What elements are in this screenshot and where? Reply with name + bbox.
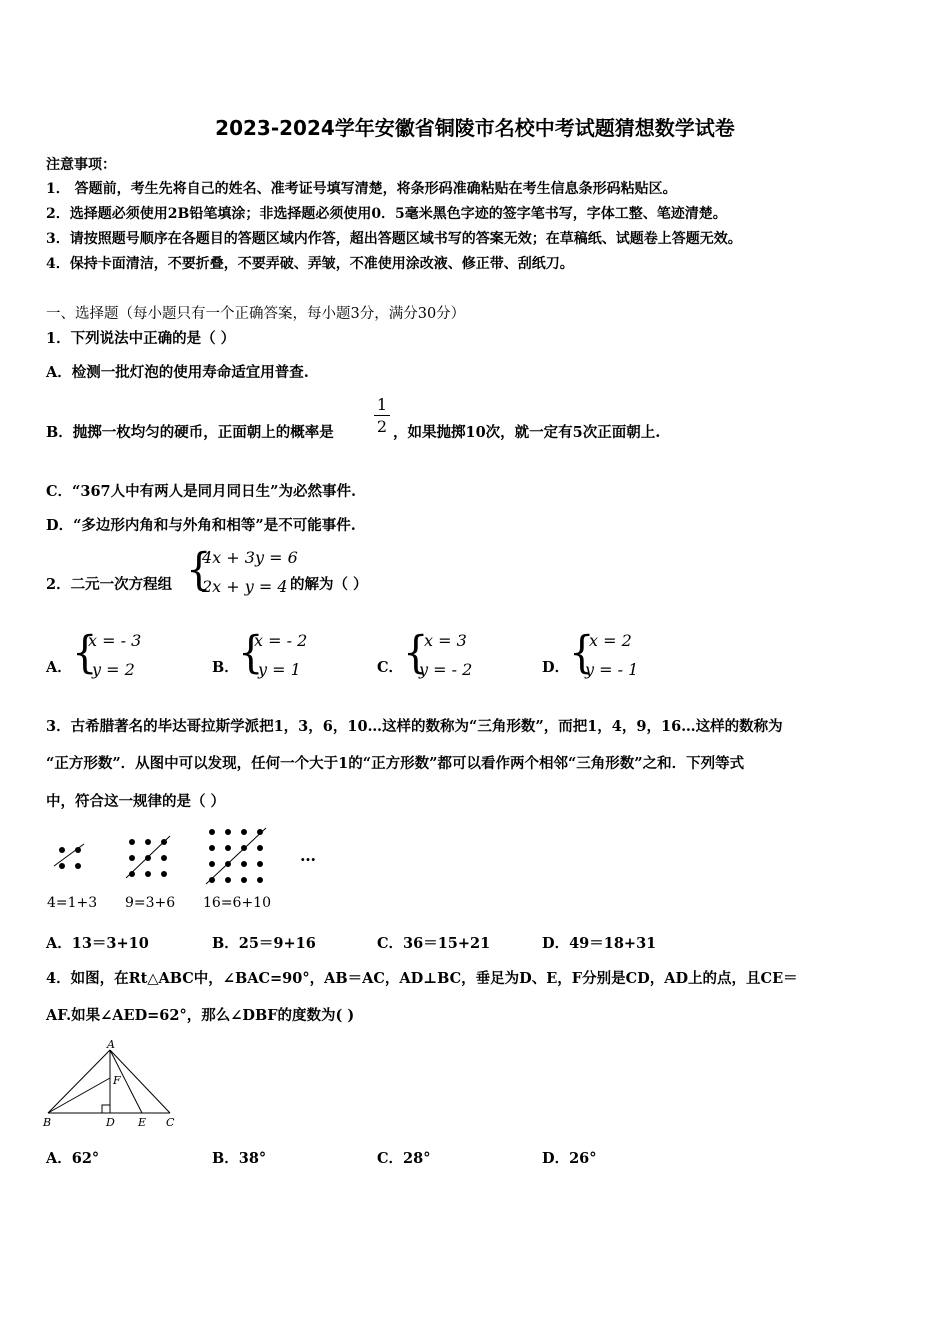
q4-option-d: D．26° bbox=[542, 1150, 597, 1167]
dot-grid-2x2 bbox=[54, 844, 84, 869]
q3-option-b: B．25＝9+16 bbox=[212, 935, 316, 952]
question-1-stem: 1．下列说法中正确的是（ ） bbox=[46, 330, 236, 347]
q3-option-d: D．49＝18+31 bbox=[542, 935, 657, 952]
figure-caption: 9=3+6 bbox=[125, 895, 176, 911]
vertex-label-c: C bbox=[166, 1116, 175, 1129]
question-3-line2: “正方形数”．从图中可以发现，任何一个大于1的“正方形数”都可以看作两个相邻“三角形数”之和．下列等式 bbox=[46, 755, 745, 772]
question-2-stem-pre: 2．二元一次方程组 bbox=[46, 576, 173, 593]
notice-item: 1． 答题前，考生先将自己的姓名、准考证号填写清楚，将条形码准确粘贴在考生信息条形码粘贴区。 bbox=[46, 181, 677, 197]
question-3-line3: 中，符合这一规律的是（ ） bbox=[46, 793, 226, 810]
q2-option-d-line2: y = - 1 bbox=[585, 660, 639, 679]
vertex-label-b: B bbox=[43, 1116, 52, 1129]
square-numbers-figure bbox=[40, 820, 340, 895]
q1-option-b-pre: B．抛掷一枚均匀的硬币，正面朝上的概率是 bbox=[46, 424, 334, 441]
figure-caption: 16=6+10 bbox=[203, 895, 271, 911]
q2-option-a-line2: y = 2 bbox=[92, 660, 135, 679]
q2-option-b-line2: y = 1 bbox=[258, 660, 301, 679]
vertex-label-f: F bbox=[113, 1074, 121, 1087]
q4-option-a: A．62° bbox=[46, 1150, 100, 1167]
q4-option-b: B．38° bbox=[212, 1150, 267, 1167]
q2-option-b-label: B． bbox=[212, 659, 239, 676]
vertex-label-a: A bbox=[107, 1038, 115, 1051]
triangle-figure bbox=[40, 1038, 185, 1133]
brace: { bbox=[403, 627, 429, 679]
question-4-line1: 4．如图，在Rt△ABC中，∠BAC=90°，AB＝AC，AD⊥BC，垂足为D、E，F分别是CD，AD上的点，且CE＝ bbox=[46, 970, 798, 987]
equation-2: 2x + y = 4 bbox=[202, 577, 288, 596]
brace: { bbox=[72, 627, 98, 679]
figure-caption: 4=1+3 bbox=[47, 895, 98, 911]
q3-option-c: C．36＝15+21 bbox=[377, 935, 491, 952]
q1-option-d: D．“多边形内角和与外角和相等”是不可能事件. bbox=[46, 517, 356, 534]
equation-1: 4x + 3y = 6 bbox=[202, 548, 298, 567]
q1-option-c: C．“367人中有两人是同月同日生”为必然事件. bbox=[46, 483, 357, 500]
dot-grid-4x4 bbox=[206, 828, 266, 884]
q1-option-a: A．检测一批灯泡的使用寿命适宜用普查. bbox=[46, 364, 309, 381]
q2-option-b-line1: x = - 2 bbox=[254, 631, 308, 650]
fraction-bar bbox=[374, 415, 390, 416]
figure-ellipsis: … bbox=[300, 846, 316, 865]
question-4-line2: AF.如果∠AED=62°，那么∠DBF的度数为( ) bbox=[46, 1007, 355, 1024]
q1-option-b-post: ，如果抛掷10次，就一定有5次正面朝上. bbox=[393, 424, 661, 441]
q2-option-d-label: D． bbox=[542, 659, 570, 676]
brace: { bbox=[238, 627, 264, 679]
fraction-numerator: 1 bbox=[376, 395, 388, 414]
fraction-denominator: 2 bbox=[376, 417, 388, 436]
q2-option-c-line1: x = 3 bbox=[424, 631, 467, 650]
q2-option-d-line1: x = 2 bbox=[589, 631, 632, 650]
q3-option-a: A．13＝3+10 bbox=[46, 935, 149, 952]
q2-option-c-line2: y = - 2 bbox=[419, 660, 473, 679]
vertex-label-e: E bbox=[138, 1116, 147, 1129]
q2-option-a-line1: x = - 3 bbox=[88, 631, 142, 650]
page-title: 2023-2024学年安徽省铜陵市名校中考试题猜想数学试卷 bbox=[215, 116, 735, 140]
notice-heading: 注意事项： bbox=[46, 157, 116, 173]
q4-option-c: C．28° bbox=[377, 1150, 431, 1167]
q2-option-c-label: C． bbox=[377, 659, 404, 676]
notice-item: 4．保持卡面清洁，不要折叠，不要弄破、弄皱，不准使用涂改液、修正带、刮纸刀。 bbox=[46, 256, 574, 272]
dot-grid-3x3 bbox=[126, 836, 170, 878]
question-3-line1: 3．古希腊著名的毕达哥拉斯学派把1，3，6，10…这样的数称为“三角形数”，而把1，4，9，16…这样的数称为 bbox=[46, 718, 783, 735]
notice-item: 2．选择题必须使用2B铅笔填涂；非选择题必须使用0．5毫米黑色字迹的签字笔书写，字体工整、笔迹清楚。 bbox=[46, 206, 727, 222]
brace: { bbox=[569, 627, 595, 679]
fraction-one-half bbox=[374, 395, 390, 436]
brace: { bbox=[186, 544, 212, 596]
q2-option-a-label: A． bbox=[46, 659, 72, 676]
question-2-stem-post: 的解为（ ） bbox=[290, 576, 368, 593]
section-heading: 一、选择题（每小题只有一个正确答案，每小题3分，满分30分） bbox=[46, 306, 466, 322]
notice-item: 3．请按照题号顺序在各题目的答题区域内作答，超出答题区域书写的答案无效；在草稿纸、试题卷上答题无效。 bbox=[46, 231, 742, 247]
vertex-label-d: D bbox=[106, 1116, 115, 1129]
